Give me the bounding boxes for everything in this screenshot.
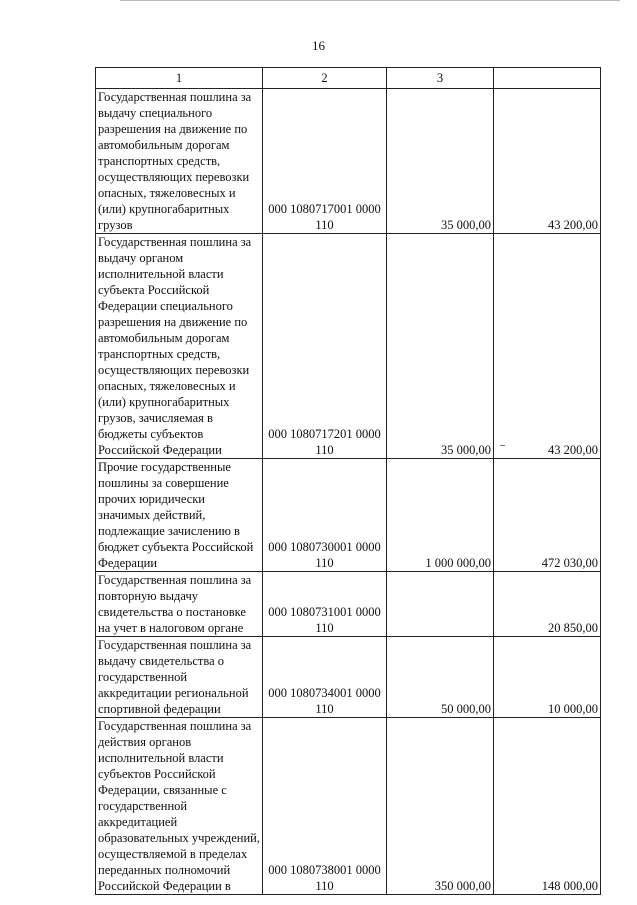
planned-amount-cell: 35 000,00 — [387, 234, 494, 459]
table-row — [96, 718, 601, 895]
table-header-row — [96, 68, 601, 89]
revenue-name-cell: Государственная пошлина за выдачу специального разрешения на движение по автомобильным дорогам транспортных средств, осуществляющих перевозки опасных, тяжеловесных и (или) крупногабаритных грузов — [96, 89, 263, 234]
column-header: 3 — [387, 68, 494, 89]
revenue-name-cell: Государственная пошлина за выдачу органом исполнительной власти субъекта Российской Федерации специального разрешения на движение по автомобильным дорогам транспортных средств, осуществляющих перевозки опасных, тяжеловесных и (или) крупногабаритных грузов, зачисляемая в бюджеты субъектов Российской Федерации — [96, 234, 263, 459]
table-row — [96, 637, 601, 718]
table-row — [96, 234, 601, 459]
budget-code-cell: 000 1080734001 0000 110 — [263, 637, 387, 718]
actual-amount-cell: 148 000,00 — [494, 718, 601, 895]
revenue-name-cell: Государственная пошлина за выдачу свидетельства о государственной аккредитации региональной спортивной федерации — [96, 637, 263, 718]
revenue-table — [95, 67, 601, 895]
budget-code-cell: 000 1080717001 0000 110 — [263, 89, 387, 234]
column-header — [494, 68, 601, 89]
table-row — [96, 572, 601, 637]
planned-amount-cell: 35 000,00 — [387, 89, 494, 234]
planned-amount-cell — [387, 572, 494, 637]
actual-amount-cell: 10 000,00 — [494, 637, 601, 718]
scan-artifact — [500, 445, 505, 446]
revenue-name-cell: Прочие государственные пошлины за совершение прочих юридически значимых действий, подлежащие зачислению в бюджет субъекта Российской Федерации — [96, 459, 263, 572]
column-header: 1 — [96, 68, 263, 89]
actual-amount-cell: 472 030,00 — [494, 459, 601, 572]
planned-amount-cell: 50 000,00 — [387, 637, 494, 718]
planned-amount-cell: 1 000 000,00 — [387, 459, 494, 572]
budget-code-cell: 000 1080717201 0000 110 — [263, 234, 387, 459]
actual-amount-cell: 20 850,00 — [494, 572, 601, 637]
revenue-name-cell: Государственная пошлина за повторную выдачу свидетельства о постановке на учет в налоговом органе — [96, 572, 263, 637]
column-header: 2 — [263, 68, 387, 89]
page-number: 16 — [312, 38, 325, 53]
revenue-name-cell: Государственная пошлина за действия органов исполнительной власти субъектов Российской Федерации, связанные с государственной аккредитацией образовательных учреждений, осуществляемой в пределах переданных полномочий Российской Федерации в — [96, 718, 263, 895]
budget-code-cell: 000 1080738001 0000 110 — [263, 718, 387, 895]
budget-code-cell: 000 1080731001 0000 110 — [263, 572, 387, 637]
table-row — [96, 459, 601, 572]
scan-artifact — [120, 0, 620, 1]
planned-amount-cell: 350 000,00 — [387, 718, 494, 895]
table-row — [96, 89, 601, 234]
actual-amount-cell: 43 200,00 — [494, 234, 601, 459]
actual-amount-cell: 43 200,00 — [494, 89, 601, 234]
budget-code-cell: 000 1080730001 0000 110 — [263, 459, 387, 572]
